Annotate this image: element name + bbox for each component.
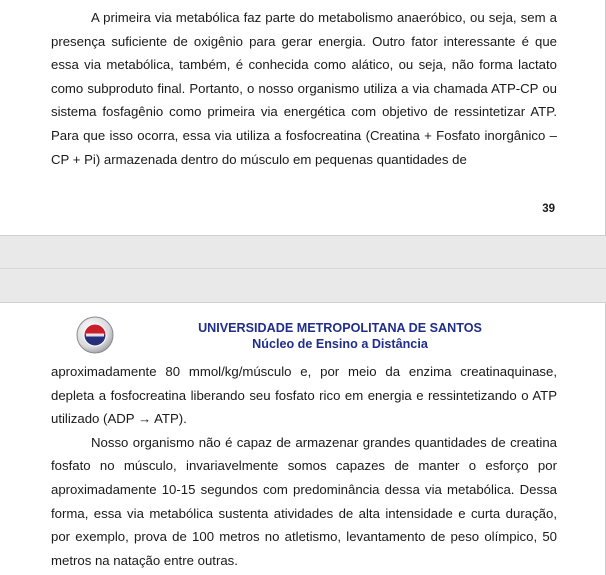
university-name: UNIVERSIDADE METROPOLITANA DE SANTOS xyxy=(198,321,482,335)
page-number: 39 xyxy=(542,203,555,215)
page-40-body xyxy=(51,360,557,572)
paragraph: aproximadamente 80 mmol/kg/músculo e, por meio da enzima creatinaquinase, depleta a fosfocreatina liberando seu fosfato rico em energia e ressintetizando o ATP utilizado (ADP → ATP). xyxy=(51,364,557,427)
unit-name: Núcleo de Ensino a Distância xyxy=(252,337,428,351)
page-separator xyxy=(0,268,606,269)
paragraph: Nosso organismo não é capaz de armazenar grandes quantidades de creatina fosfato no músculo, invariavelmente somos capazes de manter o esforço por aproximadamente 10-15 segundos com predominância dessa via metabólica. Dessa forma, essa via metabólica sustenta atividades de alta intensidade e curta duração, por exemplo, prova de 100 metros no atletismo, levantamento de peso olímpico, 50 metros na natação entre outras. xyxy=(51,434,557,568)
paragraph: A primeira via metabólica faz parte do metabolismo anaeróbico, ou seja, sem a presença suficiente de oxigênio para gerar energia. Outro fator interessante é que essa via metabólica, também, é conhecida como alático, ou seja, não forma lactato como subproduto final. Portanto, o nosso organismo utiliza a via chamada ATP-CP ou sistema fosfagênio como primeira via energética com objetivo de ressintetizar ATP. Para que isso ocorra, essa via utiliza a fosfocreatina (Creatina + Fosfato inorgânico – CP + Pi) armazenada dentro do músculo em pequenas quantidades de xyxy=(51,10,557,167)
page-39-body xyxy=(51,6,557,171)
page-header xyxy=(0,320,606,356)
header-title xyxy=(120,320,560,352)
university-seal-icon xyxy=(75,315,115,355)
